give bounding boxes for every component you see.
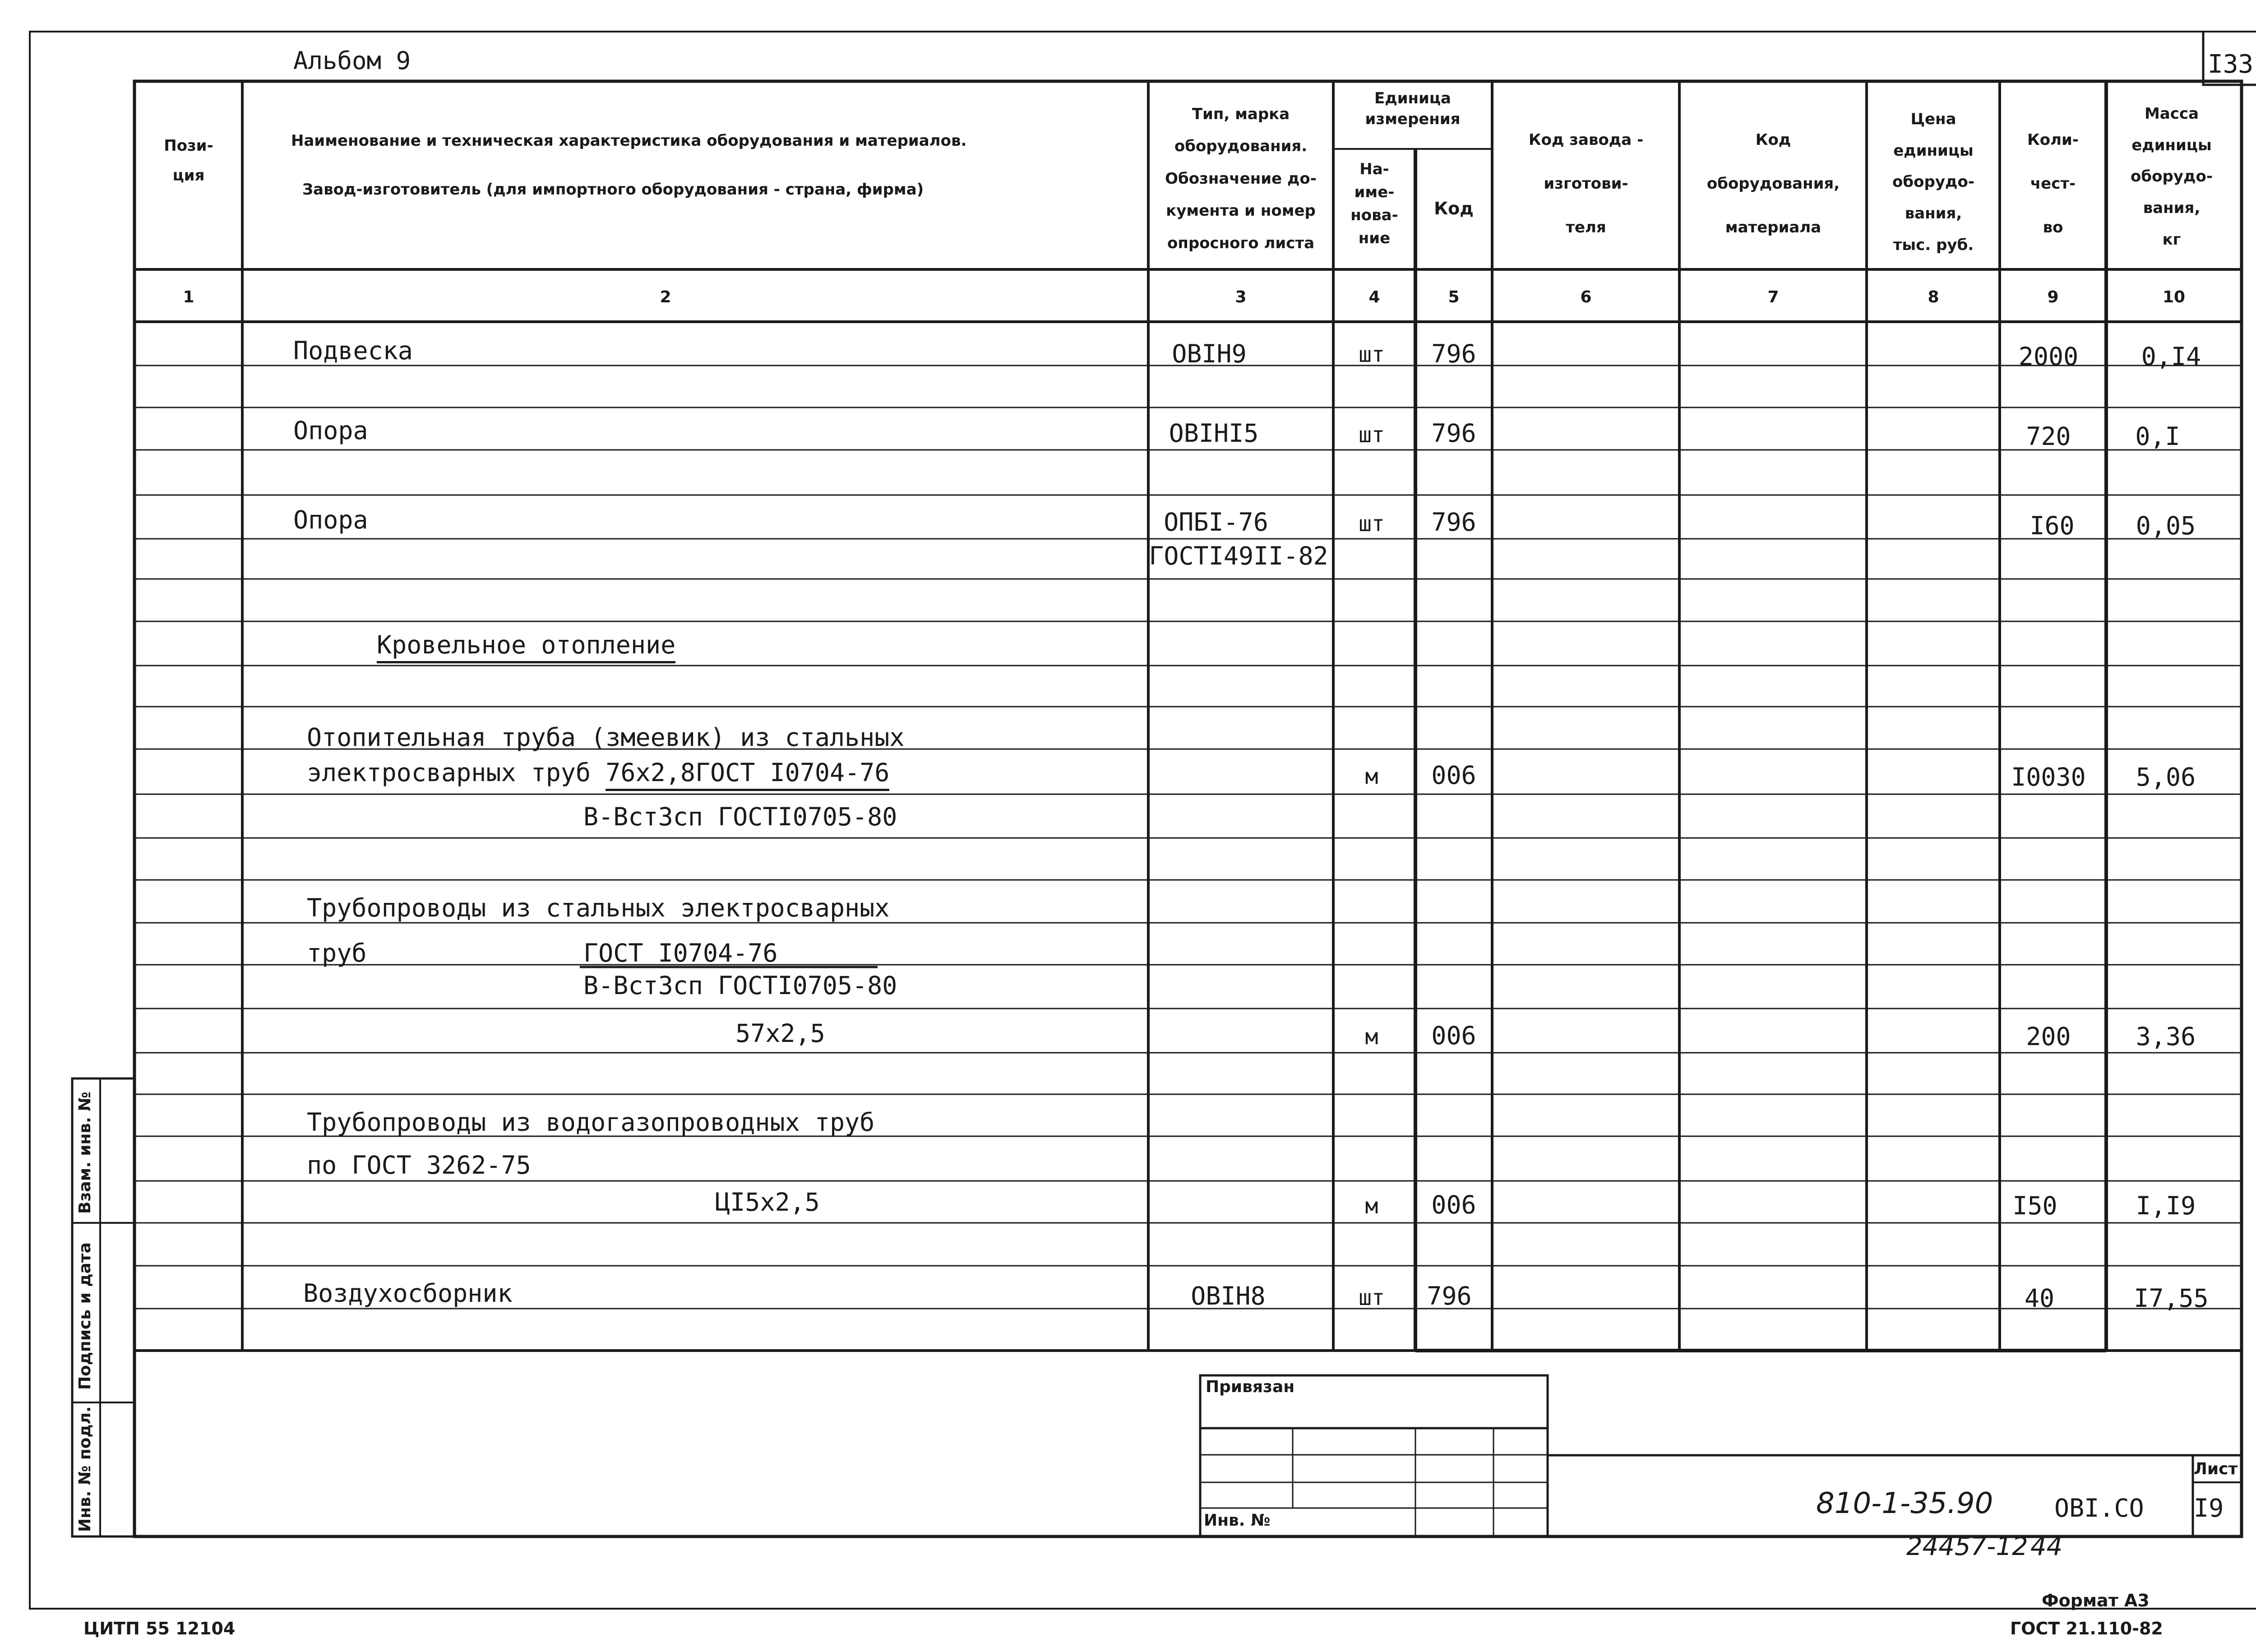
- side-label-signature-date: Подпись и дата: [76, 1242, 94, 1390]
- footer-code: ЦИТП 55 12104: [83, 1619, 236, 1638]
- item-name: Опора: [293, 416, 368, 445]
- sheet-code: OBI.CO: [2054, 1494, 2144, 1522]
- header-factory-code: Код завода - изготови- теля: [1528, 131, 1644, 236]
- header-unit-group: Единица измерения: [1365, 89, 1461, 128]
- header-name-line1: Наименование и техническая характеристика оборудования и материалов.: [291, 132, 967, 150]
- col-number: 2: [660, 288, 671, 306]
- unit-mass: I,I9: [2136, 1191, 2196, 1220]
- header-price: Цена единицы оборудо- вания, тыс. руб.: [1892, 110, 1974, 254]
- section-heading: Кровельное отопление: [377, 630, 675, 663]
- unit-name: шт: [1359, 342, 1385, 367]
- handwritten-number: 24457-12: [1906, 1532, 2028, 1561]
- col-number: 5: [1448, 288, 1460, 306]
- stamp-inv-no: Инв. №: [1204, 1511, 1271, 1530]
- unit-name: шт: [1359, 422, 1385, 448]
- unit-code: 006: [1431, 1190, 1476, 1219]
- unit-code: 796: [1431, 339, 1476, 368]
- item-type: ОПБI-76: [1164, 508, 1268, 537]
- quantity: I0030: [2011, 763, 2086, 791]
- side-label-original-inv: Инв. № подл.: [76, 1406, 94, 1532]
- header-type: Тип, марка оборудования. Обозначение до- кумента и номер опросного листа: [1165, 105, 1317, 252]
- unit-mass: I7,55: [2134, 1284, 2209, 1313]
- item-type: OBIH8: [1191, 1282, 1266, 1310]
- unit-mass: 0,I: [2135, 422, 2180, 451]
- album-label: Альбом 9: [293, 46, 411, 75]
- quantity: 200: [2026, 1022, 2071, 1051]
- item-name-line2a: труб: [307, 939, 367, 967]
- col-number: 8: [1928, 288, 1939, 306]
- unit-code: 796: [1431, 508, 1476, 537]
- item-name-line2: по ГОСТ 3262-75: [307, 1151, 531, 1180]
- unit-name: м: [1365, 1194, 1378, 1219]
- item-name-line2b: ГОСТ I0704-76: [583, 939, 778, 967]
- quantity: 2000: [2018, 342, 2079, 371]
- unit-mass: 5,06: [2136, 763, 2196, 791]
- unit-mass: 0,I4: [2141, 342, 2201, 371]
- header-equipment-code: Код оборудования, материала: [1706, 131, 1840, 236]
- quantity: I50: [2012, 1191, 2057, 1220]
- col-number: 4: [1368, 288, 1380, 306]
- unit-mass: 3,36: [2136, 1022, 2196, 1051]
- quantity: 720: [2026, 422, 2071, 451]
- header-name-line2: Завод-изготовитель (для импортного оборудования - страна, фирма): [302, 180, 924, 199]
- item-name-line3: В-ВстЗсп ГОСТI0705-80: [583, 971, 897, 1000]
- side-label-replaced-inv: Взам. инв. №: [76, 1092, 94, 1214]
- item-type: OBIHI5: [1169, 419, 1259, 448]
- unit-name: шт: [1359, 1285, 1385, 1310]
- col-number: 9: [2047, 288, 2059, 306]
- document-code: 810-1-35.90: [1816, 1487, 1993, 1520]
- unit-code: 006: [1431, 761, 1476, 790]
- item-name-line3: В-ВстЗсп ГОСТI0705-80: [583, 802, 897, 831]
- item-type-doc: ГОСТI49II-82: [1149, 541, 1328, 570]
- quantity: I60: [2029, 511, 2075, 540]
- item-name: Трубопроводы из водогазопроводных труб: [307, 1108, 875, 1137]
- header-mass: Масса единицы оборудо- вания, кг: [2131, 105, 2213, 249]
- item-name: Воздухосборник: [303, 1279, 513, 1308]
- col-number: 10: [2162, 288, 2186, 306]
- unit-name: м: [1365, 1024, 1378, 1050]
- item-name: Трубопроводы из стальных электросварных: [307, 893, 890, 922]
- item-name-line2: электросварных труб 76х2,8ГОСТ I0704-76: [307, 758, 889, 787]
- page-number: I33: [2208, 50, 2254, 79]
- handwritten-suffix: 44: [2030, 1532, 2063, 1561]
- footer-gost: ГОСТ 21.110-82: [2010, 1619, 2163, 1638]
- list-number: I9: [2194, 1494, 2224, 1522]
- item-size: 57х2,5: [735, 1019, 825, 1048]
- item-name: Опора: [293, 505, 368, 534]
- header-position: Пози- ция: [164, 137, 213, 185]
- item-size: ЦI5х2,5: [715, 1188, 820, 1217]
- col-number: 6: [1580, 288, 1592, 306]
- header-unit-code: Код: [1434, 199, 1474, 218]
- unit-name: м: [1365, 764, 1378, 789]
- list-label: Лист: [2194, 1460, 2238, 1478]
- item-type: OBIH9: [1172, 339, 1247, 368]
- header-unit-name: На- име- нова- ние: [1350, 160, 1398, 247]
- col-number: 1: [183, 288, 194, 306]
- unit-mass: 0,05: [2136, 511, 2196, 540]
- unit-code: 796: [1427, 1282, 1472, 1310]
- quantity: 40: [2024, 1284, 2055, 1313]
- unit-code: 796: [1431, 419, 1476, 448]
- item-name: Подвеска: [293, 336, 413, 365]
- col-number: 7: [1767, 288, 1779, 306]
- item-name: Отопительная труба (змеевик) из стальных: [307, 723, 905, 752]
- unit-code: 006: [1431, 1021, 1476, 1050]
- stamp-privyazan: Привязан: [1206, 1378, 1295, 1396]
- footer-format: Формат А3: [2042, 1591, 2150, 1610]
- col-number: 3: [1235, 288, 1247, 306]
- header-quantity: Коли- чест- во: [2027, 131, 2079, 236]
- unit-name: шт: [1359, 511, 1385, 537]
